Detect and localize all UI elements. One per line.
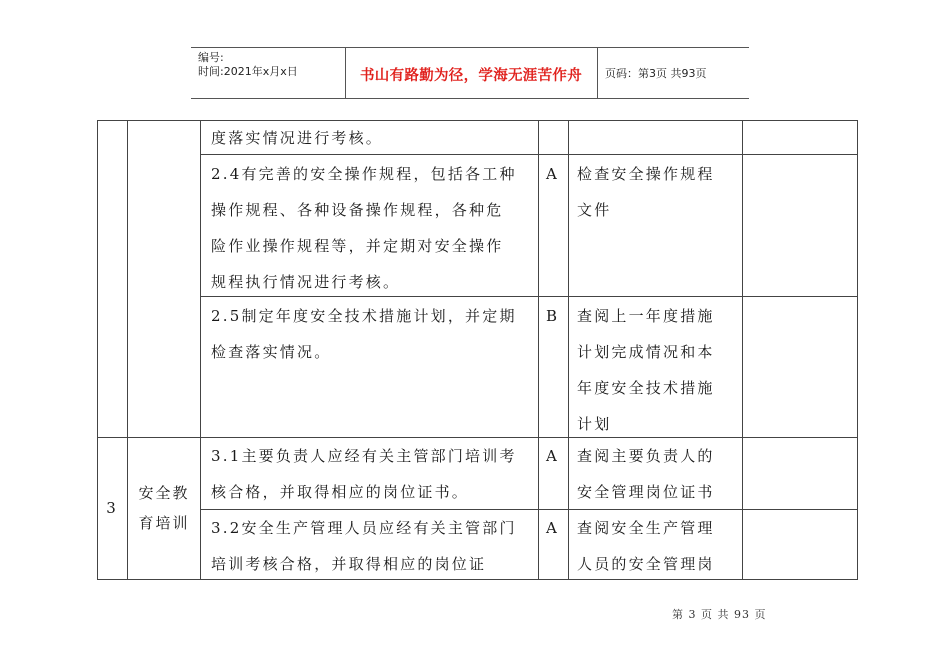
requirement-line: 操作规程、各种设备操作规程，各种危 (211, 201, 504, 219)
method-line: 检查安全操作规程 (577, 165, 715, 183)
header-motto: 书山有路勤为径，学海无涯苦作舟 (360, 68, 582, 84)
method-line: 查阅主要负责人的 (577, 447, 715, 465)
requirement-text (211, 156, 517, 300)
column-divider (742, 120, 743, 580)
method-line: 查阅上一年度措施 (577, 307, 715, 325)
method-line: 人员的安全管理岗 (577, 555, 715, 573)
requirement-text (211, 120, 383, 156)
requirement-line: 2.4有完善的安全操作规程，包括各工种 (211, 165, 517, 183)
section-title-line: 育培训 (138, 514, 190, 532)
method-text (577, 156, 715, 228)
grade-cell: B (546, 307, 560, 325)
section-title (131, 478, 197, 538)
requirement-line: 检查落实情况。 (211, 343, 332, 361)
header-meta (198, 51, 298, 79)
requirement-line: 3.1主要负责人应经有关主管部门培训考 (211, 447, 517, 465)
requirement-text (211, 438, 517, 510)
method-text (577, 298, 715, 442)
method-text (577, 438, 715, 510)
requirement-line: 3.2安全生产管理人员应经有关主管部门 (211, 519, 517, 537)
requirement-line: 培训考核合格，并取得相应的岗位证 (211, 555, 487, 573)
grade-cell: A (546, 519, 560, 537)
column-divider (538, 120, 539, 580)
assessment-table (97, 120, 858, 580)
page-footer: 第 3 页 共 93 页 (672, 608, 767, 621)
method-line: 计划 (577, 415, 612, 433)
number-label: 编号: (198, 51, 224, 64)
requirement-line: 规程执行情况进行考核。 (211, 273, 401, 291)
grade-cell: A (546, 165, 560, 183)
method-text (577, 510, 715, 582)
method-line: 计划完成情况和本 (577, 343, 715, 361)
column-divider (568, 120, 569, 580)
method-line: 文件 (577, 201, 612, 219)
header-divider (597, 48, 598, 98)
section-number: 3 (106, 499, 118, 517)
column-divider (200, 120, 201, 580)
header-page-label: 页码：第3页 共93页 (605, 67, 707, 80)
column-divider (127, 120, 128, 580)
page-header (191, 47, 749, 99)
method-line: 年度安全技术措施 (577, 379, 715, 397)
requirement-line: 2.5制定年度安全技术措施计划，并定期 (211, 307, 517, 325)
requirement-text (211, 298, 517, 370)
requirement-text (211, 510, 517, 582)
method-line: 查阅安全生产管理 (577, 519, 715, 537)
requirement-line: 险作业操作规程等，并定期对安全操作 (211, 237, 504, 255)
grade-cell: A (546, 447, 560, 465)
method-line: 安全管理岗位证书 (577, 483, 715, 501)
requirement-line: 度落实情况进行考核。 (211, 129, 384, 147)
column-divider (857, 120, 858, 580)
time-label: 时间:2021年x月x日 (198, 65, 298, 78)
section-title-line: 安全教 (138, 484, 190, 502)
requirement-line: 核合格，并取得相应的岗位证书。 (211, 483, 470, 501)
